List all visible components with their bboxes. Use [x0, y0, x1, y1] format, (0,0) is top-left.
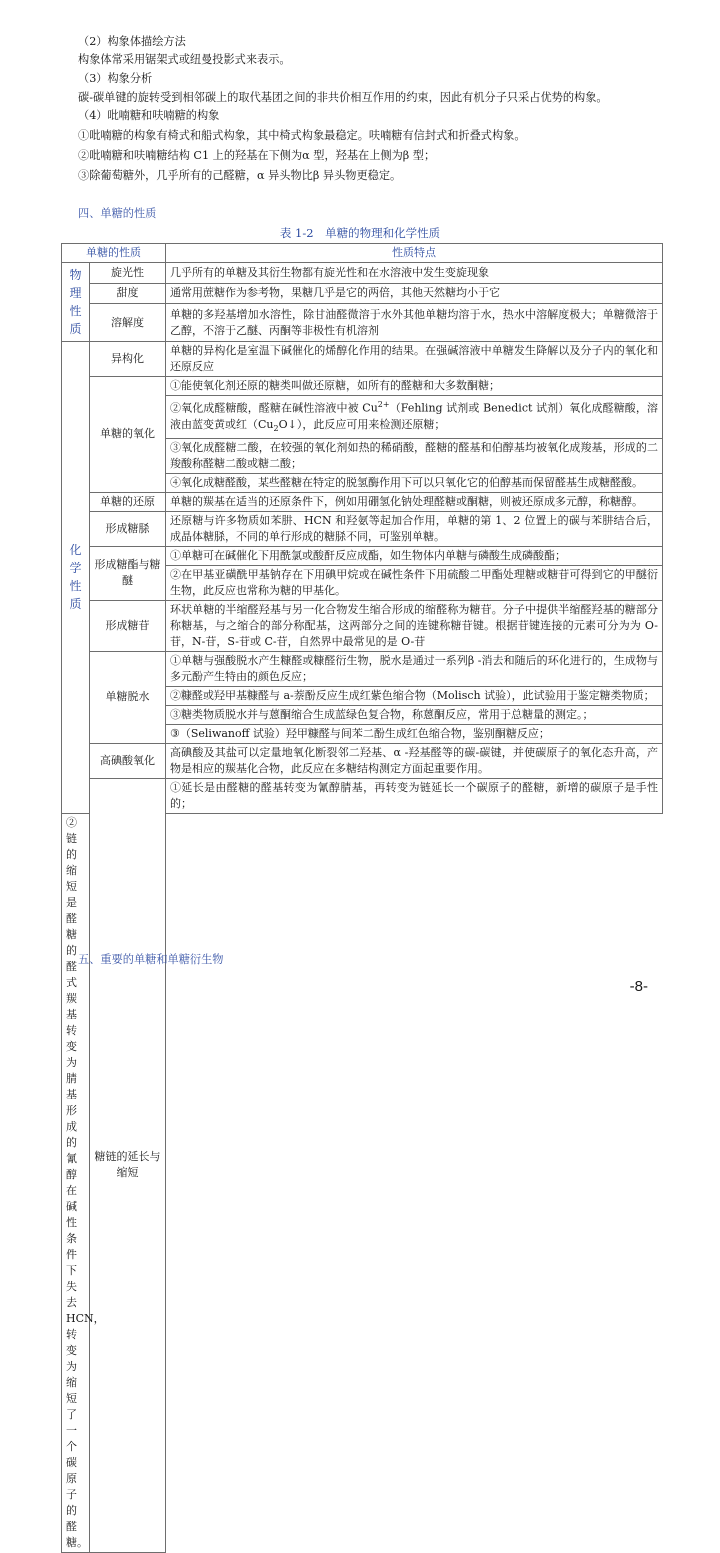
- row-name: 形成糖脎: [90, 511, 166, 546]
- header-property: 单糖的性质: [62, 244, 166, 263]
- row-desc: 单糖的异构化是室温下碱催化的烯醇化作用的结果。在强碱溶液中单糖发生降解以及分子内的氧化和还原反应: [166, 342, 663, 377]
- row-desc: 单糖的羰基在适当的还原条件下，例如用硼氢化钠处理醛糖或酮糖，则被还原成多元醇，称糖醇。: [166, 492, 663, 511]
- section-heading: 五、重要的单糖和单糖衍生物: [78, 953, 224, 966]
- table-row: [62, 546, 663, 565]
- table-row: [62, 600, 663, 651]
- subheading-drawing-method: （2）构象体描绘方法: [78, 35, 186, 48]
- row-desc: ③氧化成醛糖二酸，在较强的氧化剂如热的稀硝酸，醛糖的醛基和伯醇基均被氧化成羧基，形成的二羧酸称醛糖二酸或糖二酸；: [166, 438, 663, 473]
- table-row: [62, 778, 663, 813]
- list-item: ①吡喃糖的构象有椅式和船式构象，其中椅式构象最稳定。呋喃糖有信封式和折叠式构象。: [78, 129, 526, 142]
- row-name: 单糖的氧化: [90, 377, 166, 493]
- row-desc: ①延长是由醛糖的醛基转变为氰醇腈基，再转变为链延长一个碳原子的醛糖，新增的碳原子是手性的；: [166, 778, 663, 813]
- page-number: -8-: [629, 978, 648, 995]
- subheading-conformation-analysis: （3）构象分析: [78, 72, 153, 85]
- row-desc: ①单糖与强酸脱水产生糠醛或糠醛衍生物，脱水是通过一系列β -消去和随后的环化进行的，生成物与多元酚产生特由的颜色反应；: [166, 651, 663, 686]
- row-desc: ②链的缩短是醛糖的醛式羰基转变为腈基形成的氰醇在碱性条件下失去 HCN，转变为缩短了一个碳原子的醛糖。: [62, 813, 90, 1552]
- row-name: 形成糖酯与糖醚: [90, 546, 166, 600]
- subscript: 2: [273, 423, 279, 433]
- row-desc: ①能使氧化剂还原的糖类叫做还原糖，如所有的醛糖和大多数酮糖；: [166, 377, 663, 396]
- text-fragment: O↓），此反应可用来检测还原糖；: [278, 417, 446, 431]
- properties-table: [61, 243, 663, 1553]
- row-desc: 高碘酸及其盐可以定量地氧化断裂邻二羟基、α -羟基醛等的碳-碳键，并使碳原子的氧化态升高，产物是相应的羰基化合物，此反应在多糖结构测定方面起重要作用。: [166, 743, 663, 778]
- row-desc: 单糖的多羟基增加水溶性，除甘油醛微溶于水外其他单糖均溶于水，热水中溶解度极大；单糖微溶于乙醇，不溶于乙醚、丙酮等非极性有机溶剂: [166, 304, 663, 342]
- row-name: 单糖的还原: [90, 492, 166, 511]
- group-physical: 物理性质: [62, 263, 90, 342]
- table-row: [62, 304, 663, 342]
- row-desc: ③糖类物质脱水并与蒽酮缩合生成蓝绿色复合物，称蒽酮反应，常用于总糖量的测定。；: [166, 705, 663, 724]
- subheading-pyranose-furanose: （4）吡喃糖和呋喃糖的构象: [78, 109, 220, 122]
- superscript: 2+: [377, 400, 390, 409]
- list-item: ③除葡萄糖外，几乎所有的己醛糖，α 异头物比β 异头物更稳定。: [78, 169, 402, 182]
- table-row: [62, 651, 663, 686]
- table-row: [62, 511, 663, 546]
- row-desc: 通常用蔗糖作为参考物，果糖几乎是它的两倍，其他天然糖均小于它: [166, 283, 663, 304]
- paragraph: 构象体常采用锯架式或纽曼投影式来表示。: [78, 53, 291, 66]
- row-name: 高碘酸氧化: [90, 743, 166, 778]
- text-fragment: （Fehling 试剂或 Benedict 试剂）氧化成醛糖酸，溶液由蓝变黄或红（Cu: [170, 401, 658, 431]
- row-name: 溶解度: [90, 304, 166, 342]
- row-name: 形成糖苷: [90, 600, 166, 651]
- table-row: [62, 743, 663, 778]
- text-fragment: ②氧化成醛糖酸，醛糖在碱性溶液中被 Cu: [170, 401, 378, 415]
- section-heading: 四、单糖的性质: [78, 207, 157, 220]
- row-desc: 还原糖与许多物质如苯肼、HCN 和羟氨等起加合作用，单糖的第 1、2 位置上的碳与苯肼结合后，成晶体糖脎，不同的单行形成的糖脎不同，可鉴别单糖。: [166, 511, 663, 546]
- row-name: 单糖脱水: [90, 651, 166, 743]
- table-row: [62, 342, 663, 377]
- table-header-row: [62, 244, 663, 263]
- header-characteristics: 性质特点: [166, 244, 663, 263]
- row-name: 甜度: [90, 283, 166, 304]
- row-desc: [166, 396, 663, 439]
- table-row: [62, 263, 663, 284]
- table-row: [62, 283, 663, 304]
- row-desc: ②在甲基亚磺酰甲基钠存在下用碘甲烷或在碱性条件下用硫酸二甲酯处理糖或糖苷可得到它的甲醚衍生物，此反应也常称为糖的甲基化。: [166, 565, 663, 600]
- row-desc: ②糠醛或羟甲基糠醛与 a-萘酚反应生成红紫色缩合物（Molisch 试验），此试验用于鉴定糖类物质；: [166, 686, 663, 705]
- list-item: ②吡喃糖和呋喃糖结构 C1 上的羟基在下侧为α 型，羟基在上侧为β 型；: [78, 149, 436, 162]
- row-desc: ①单糖可在碱催化下用酰氯或酸酐反应成酯，如生物体内单糖与磷酸生成磷酸酯；: [166, 546, 663, 565]
- paragraph: 碳-碳单键的旋转受到相邻碳上的取代基团之间的非共价相互作用的约束，因此有机分子只采占优势的构象。: [78, 91, 608, 104]
- row-name: 旋光性: [90, 263, 166, 284]
- group-chemical: 化学性质: [62, 342, 90, 814]
- row-desc: 几乎所有的单糖及其衍生物都有旋光性和在水溶液中发生变旋现象: [166, 263, 663, 284]
- table-row: [62, 377, 663, 396]
- row-desc: ④氧化成糖醛酸，某些醛糖在特定的脱氢酶作用下可以只氧化它的伯醇基而保留醛基生成糖醛酸。: [166, 473, 663, 492]
- table-caption: 表 1-2 单糖的物理和化学性质: [279, 226, 441, 240]
- row-desc: 环状单糖的半缩醛羟基与另一化合物发生缩合形成的缩醛称为糖苷。分子中提供半缩醛羟基的糖部分称糖基，与之缩合的部分称配基，这两部分之间的连键称糖苷键。根据苷键连接的元素可分为为 O-苷，N-苷，S-苷或 C-苷，自然界中最常见的是 O-苷: [166, 600, 663, 651]
- table-row: [62, 492, 663, 511]
- row-name: 异构化: [90, 342, 166, 377]
- row-desc: ③（Seliwanoff 试验）羟甲糠醛与间苯二酚生成红色缩合物，鉴别酮糖反应；: [166, 724, 663, 743]
- row-name: 糖链的延长与缩短: [90, 778, 166, 1552]
